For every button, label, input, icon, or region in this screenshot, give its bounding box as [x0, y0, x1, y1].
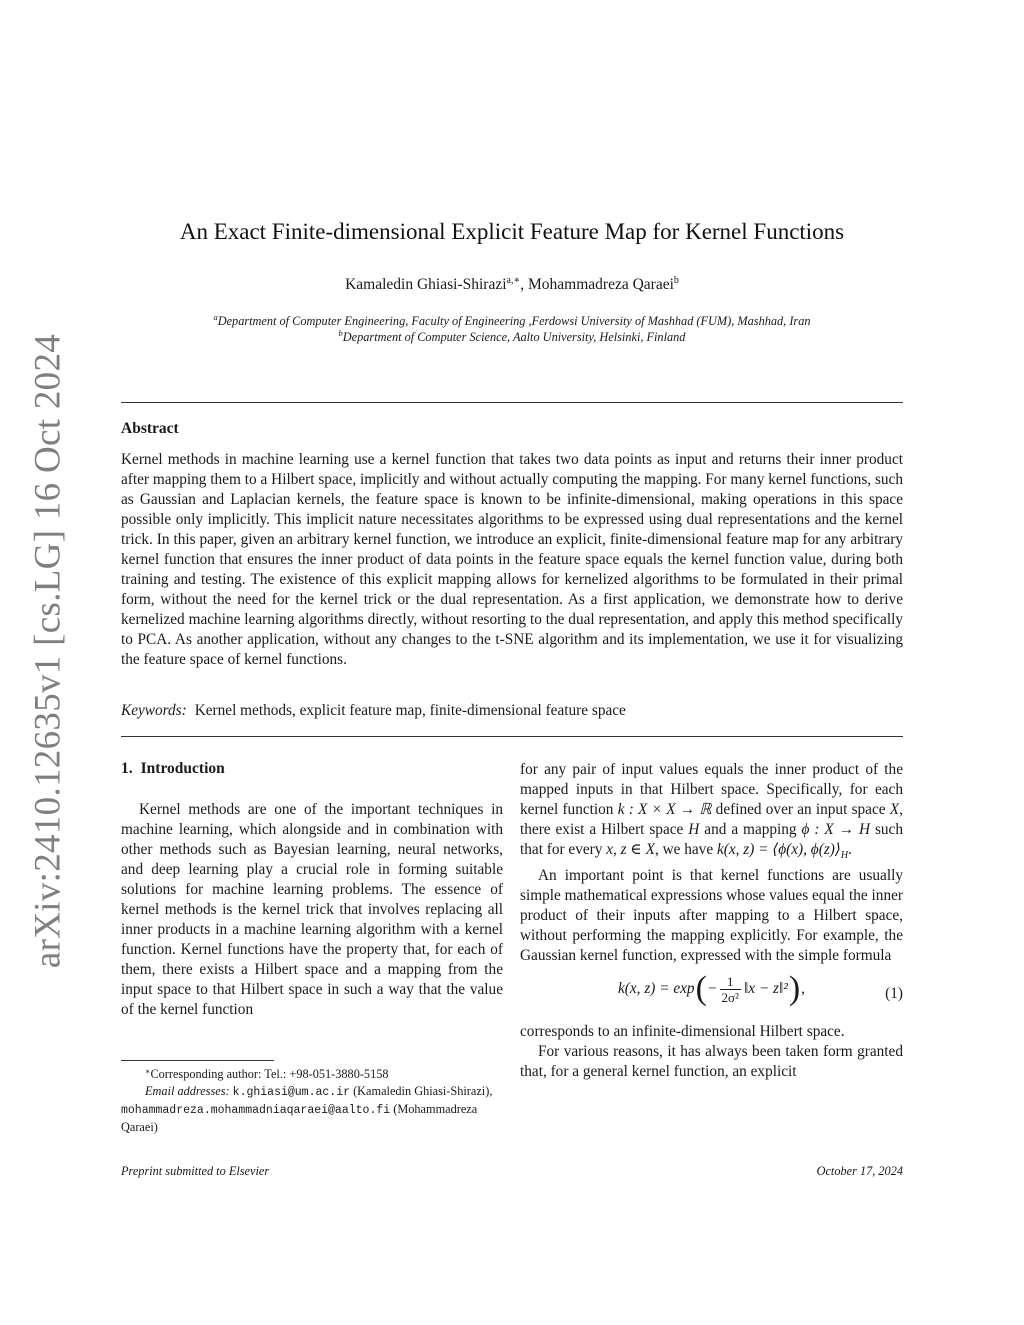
- math-xz-in-x: x, z ∈ X: [606, 841, 655, 858]
- email-label: Email addresses:: [145, 1084, 230, 1098]
- eq-numerator: 1: [727, 973, 734, 989]
- footnote-emails: [121, 1083, 506, 1136]
- math-feature-map: ϕ : X → H: [801, 821, 871, 838]
- eq-minus: −: [707, 980, 717, 998]
- math-kernel-inner-product: k(x, z) = ⟨ϕ(x), ϕ(z)⟩: [716, 841, 841, 858]
- eq-lhs: k(x, z) = exp: [618, 980, 695, 998]
- affiliation-mark: b: [338, 328, 343, 338]
- footnote-corresponding: [121, 1066, 506, 1083]
- author-name: Kamaledin Ghiasi-Shirazi: [345, 276, 507, 293]
- keywords: [121, 702, 626, 720]
- keywords-label: Keywords:: [121, 702, 187, 719]
- text-run: for any pair of input values equals the inner product of the mapped inputs in that Hilbert space. Specifically, for each kernel function: [520, 761, 903, 818]
- math-hilbert-space: H: [688, 821, 700, 838]
- abstract-heading: Abstract: [121, 420, 179, 437]
- text-run: such that for every: [520, 821, 903, 858]
- section-heading-introduction: [121, 760, 225, 778]
- affiliation-text: Department of Computer Engineering, Faculty of Engineering ,Ferdowsi University of Mashhad (FUM), Mashhad, Iran: [217, 314, 811, 328]
- email-owner-2: (Mohammadreza Qaraei): [121, 1102, 478, 1134]
- section-title: Introduction: [140, 760, 225, 777]
- affiliation-mark: a: [213, 312, 218, 322]
- text-run: .: [848, 841, 852, 858]
- section-number: 1.: [121, 760, 133, 777]
- math-input-space: X: [889, 801, 900, 818]
- affiliation-text: Department of Computer Science, Aalto University, Helsinki, Finland: [342, 330, 686, 344]
- text-run: , there exist a Hilbert space: [520, 801, 903, 838]
- intro-paragraph-1: Kernel methods are one of the important techniques in machine learning, which alongside and in combination with other methods such as Bayesian learning, neural networks, and deep learning play a crucial role in forming suitable solutions for machine learning problems. The essence of kernel methods is the kernel trick that involves replacing all inner products in a machine learning algorithm with a kernel function. Kernel functions have the property that, for each of them, there exists a Hilbert space and a mapping from the input space to that Hilbert space in such a way that the value of the kernel function: [121, 801, 503, 1018]
- email-owner-1: (Kamaledin Ghiasi-Shirazi),: [353, 1084, 493, 1098]
- footnote-corresponding-text: Corresponding author: Tel.: +98-051-3880-5158: [150, 1067, 389, 1081]
- intro-paragraph-5: For various reasons, it has always been taken form granted that, for a general kernel function, an explicit: [520, 1043, 903, 1081]
- text-run: and a mapping: [699, 821, 802, 838]
- equation-number: (1): [885, 985, 903, 1003]
- footnote-rule: [121, 1060, 274, 1061]
- left-paren: (: [695, 970, 707, 1008]
- footnote-mark: ∗: [145, 1067, 151, 1076]
- author-name: Mohammadreza Qaraei: [528, 276, 674, 293]
- abstract-text: Kernel methods in machine learning use a kernel function that takes two data points as input and returns their inner product after mapping them to a Hilbert space, implicitly and without actually computing the mapping. For many kernel functions, such as Gaussian and Laplacian kernels, the feature space is known to be infinite-dimensional, making operations in this space possible only implicitly. This implicit nature necessitates algorithms to be expressed using dual representations and the kernel trick. In this paper, given an arbitrary kernel function, we introduce an explicit, finite-dimensional feature map for any arbitrary kernel function that ensures the inner product of data points in the feature space equals the kernel function value, during both training and testing. The existence of this explicit mapping allows for kernelized algorithms to be formulated in their primal form, without the need for the kernel trick or the dual representation. As a first application, we demonstrate how to derive kernelized machine learning algorithms directly, without resorting to the dual representation, and apply this method specifically to PCA. As another application, without any changes to the t-SNE algorithm and its implementation, we use it for visualizing the feature space of kernel functions.: [121, 451, 903, 668]
- intro-paragraph-4: corresponds to an infinite-dimensional Hilbert space.: [520, 1023, 845, 1041]
- equation-1: [520, 966, 903, 1022]
- text-run: , we have: [654, 841, 717, 858]
- math-kernel-definition: k : X × X → ℝ: [617, 801, 712, 818]
- eq-denominator: 2σ²: [721, 989, 739, 1005]
- author-affiliation-mark: b: [673, 275, 679, 286]
- keywords-text: Kernel methods, explicit feature map, finite-dimensional feature space: [194, 702, 626, 719]
- affiliation-a: [0, 314, 1024, 329]
- intro-paragraph-2: [520, 760, 903, 866]
- eq-norm: ‖x − z‖²: [743, 980, 788, 998]
- paper-title: An Exact Finite-dimensional Explicit Feature Map for Kernel Functions: [179, 219, 845, 244]
- abstract-bottom-rule: [121, 736, 903, 737]
- equation-body: [520, 969, 903, 1009]
- text-run: defined over an input space: [711, 801, 890, 818]
- author-line: Kamaledin Ghiasi-Shirazi$^{a,∗}$, Mohammadreza Qaraei$^b$: [345, 275, 679, 293]
- intro-paragraph-3: An important point is that kernel functions are usually simple mathematical expressions whose values equal the inner product of their inputs after mapping to a Hilbert space, without performing the mapping explicitly. For example, the Gaussian kernel function, expressed with the simple formula: [520, 867, 903, 965]
- right-column: [520, 760, 903, 1082]
- math-subscript: H: [840, 850, 849, 862]
- eq-fraction: [720, 974, 741, 1005]
- footer-preprint: Preprint submitted to Elsevier: [121, 1164, 270, 1178]
- author-affiliation-mark: a,∗: [506, 275, 521, 286]
- abstract-top-rule: [121, 402, 903, 403]
- footnote: [121, 1066, 506, 1136]
- affiliation-b: [0, 330, 1024, 345]
- footer-date: October 17, 2024: [816, 1164, 903, 1178]
- arxiv-identifier-stamp: arXiv:2410.12635v1 [cs.LG] 16 Oct 2024: [27, 333, 69, 969]
- email-link-2[interactable]: mohammadreza.mohammadniaqaraei@aalto.fi: [121, 1104, 391, 1117]
- left-column: [121, 780, 503, 1020]
- right-paren: ): [788, 970, 801, 1008]
- email-link-1[interactable]: k.ghiasi@um.ac.ir: [232, 1086, 350, 1099]
- eq-comma: ,: [801, 980, 805, 998]
